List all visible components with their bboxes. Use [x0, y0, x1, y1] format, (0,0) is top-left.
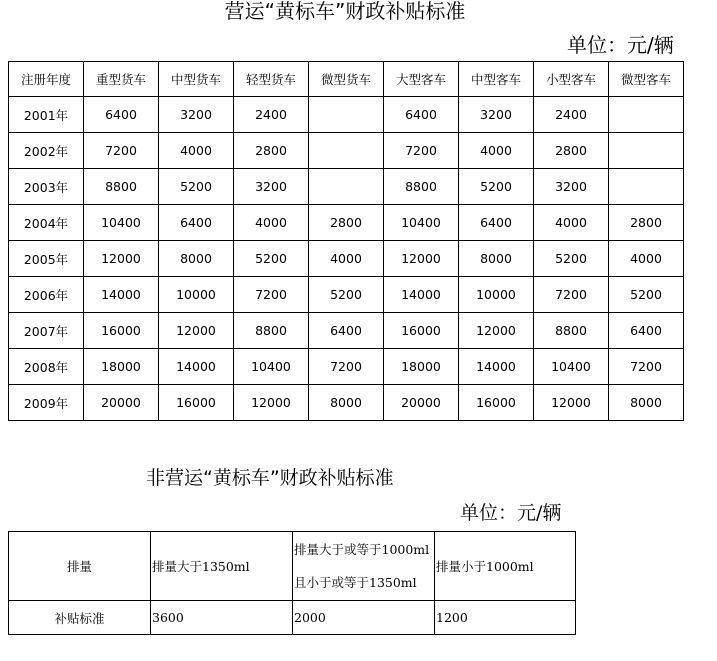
table-cell: 12000: [534, 385, 609, 421]
table-cell: [609, 133, 684, 169]
column-header: 小型客车: [534, 62, 609, 97]
table-row: [9, 133, 684, 169]
commercial-subsidy-table: [8, 61, 684, 421]
row-header-year: 2009年: [9, 385, 84, 421]
table-row: [9, 97, 684, 133]
table-cell: 14000: [159, 349, 234, 385]
table-row: [9, 601, 576, 635]
table-cell: 6400: [459, 205, 534, 241]
column-header: 注册年度: [9, 62, 84, 97]
table-cell: 10400: [534, 349, 609, 385]
table-cell: [609, 97, 684, 133]
table-cell: 8800: [84, 169, 159, 205]
table-cell: 2800: [234, 133, 309, 169]
table-cell: 2000: [293, 601, 435, 635]
table-cell: 18000: [384, 349, 459, 385]
table-row: [9, 385, 684, 421]
table-cell: 2400: [234, 97, 309, 133]
noncommercial-subsidy-table: [8, 531, 576, 635]
table-cell: 2800: [534, 133, 609, 169]
table-cell: 7200: [234, 277, 309, 313]
table-cell: 10000: [159, 277, 234, 313]
table-cell: 5200: [459, 169, 534, 205]
table-cell: [609, 169, 684, 205]
table-cell: 6400: [159, 205, 234, 241]
table-cell: 2800: [309, 205, 384, 241]
table-cell: [309, 97, 384, 133]
table-cell: 18000: [84, 349, 159, 385]
cell-line: 且小于或等于1350ml: [294, 575, 417, 590]
table-cell: 5200: [609, 277, 684, 313]
table-cell: 7200: [309, 349, 384, 385]
table-cell: 5200: [159, 169, 234, 205]
column-header: 微型货车: [309, 62, 384, 97]
table-cell: 5200: [234, 241, 309, 277]
table-cell: 10400: [234, 349, 309, 385]
table-cell: [293, 532, 435, 601]
commercial-unit-label: 单位：元/辆: [567, 33, 674, 57]
table-cell: 7200: [84, 133, 159, 169]
table-cell: 2800: [609, 205, 684, 241]
table-cell: 10400: [84, 205, 159, 241]
table-cell: 6400: [84, 97, 159, 133]
table-row: [9, 241, 684, 277]
table-cell: 12000: [234, 385, 309, 421]
table-cell: 10400: [384, 205, 459, 241]
row-header-year: 2005年: [9, 241, 84, 277]
table-cell: 14000: [459, 349, 534, 385]
table-cell: 排量大于1350ml: [151, 532, 293, 601]
row-header-year: 2008年: [9, 349, 84, 385]
table-cell: 3200: [534, 169, 609, 205]
table-cell: 14000: [384, 277, 459, 313]
table-row: [9, 532, 576, 601]
table-cell: 3200: [159, 97, 234, 133]
table-cell: 5200: [534, 241, 609, 277]
column-header: 中型货车: [159, 62, 234, 97]
table-cell: 3200: [459, 97, 534, 133]
row-header-year: 2002年: [9, 133, 84, 169]
commercial-table-title: 营运“黄标车”财政补贴标准: [224, 0, 466, 23]
table-cell: 4000: [159, 133, 234, 169]
table-cell: 16000: [459, 385, 534, 421]
column-header: 大型客车: [384, 62, 459, 97]
table-cell: 8800: [534, 313, 609, 349]
row-header-year: 2004年: [9, 205, 84, 241]
row-header-year: 2003年: [9, 169, 84, 205]
table-cell: 6400: [609, 313, 684, 349]
table-cell: 8800: [234, 313, 309, 349]
table-cell: 12000: [459, 313, 534, 349]
row-header-displacement: 排量: [9, 532, 151, 601]
noncommercial-unit-label: 单位：元/辆: [460, 502, 562, 524]
table-cell: 8000: [609, 385, 684, 421]
column-header: 轻型货车: [234, 62, 309, 97]
table-cell: 8000: [309, 385, 384, 421]
table-cell: 4000: [234, 205, 309, 241]
cell-line: 排量大于或等于1000ml: [294, 542, 430, 557]
table-cell: 4000: [309, 241, 384, 277]
table-cell: 16000: [84, 313, 159, 349]
table-cell: 14000: [84, 277, 159, 313]
table-cell: 2400: [534, 97, 609, 133]
row-header-year: 2001年: [9, 97, 84, 133]
table-cell: 10000: [459, 277, 534, 313]
table-cell: 4000: [609, 241, 684, 277]
table-cell: [309, 133, 384, 169]
table-cell: 4000: [534, 205, 609, 241]
row-header-subsidy: 补贴标准: [9, 601, 151, 635]
table-cell: 7200: [534, 277, 609, 313]
table-row: [9, 205, 684, 241]
table-cell: 12000: [384, 241, 459, 277]
table-row: [9, 277, 684, 313]
noncommercial-table-title: 非营运“黄标车”财政补贴标准: [146, 467, 394, 489]
table-cell: 4000: [459, 133, 534, 169]
table-cell: 8000: [459, 241, 534, 277]
table-cell: 3200: [234, 169, 309, 205]
table-cell: 排量小于1000ml: [435, 532, 576, 601]
column-header: 中型客车: [459, 62, 534, 97]
table-cell: 5200: [309, 277, 384, 313]
table-cell: 3600: [151, 601, 293, 635]
table-cell: [309, 169, 384, 205]
row-header-year: 2007年: [9, 313, 84, 349]
table-header-row: [9, 62, 684, 97]
table-row: [9, 349, 684, 385]
table-cell: 7200: [384, 133, 459, 169]
table-cell: 6400: [384, 97, 459, 133]
table-cell: 16000: [384, 313, 459, 349]
table-row: [9, 313, 684, 349]
table-cell: 8800: [384, 169, 459, 205]
table-cell: 20000: [84, 385, 159, 421]
table-cell: 20000: [384, 385, 459, 421]
row-header-year: 2006年: [9, 277, 84, 313]
table-cell: 12000: [159, 313, 234, 349]
table-cell: 16000: [159, 385, 234, 421]
table-cell: 12000: [84, 241, 159, 277]
table-cell: 1200: [435, 601, 576, 635]
column-header: 重型货车: [84, 62, 159, 97]
table-cell: 7200: [609, 349, 684, 385]
table-row: [9, 169, 684, 205]
table-cell: 8000: [159, 241, 234, 277]
table-cell: 6400: [309, 313, 384, 349]
column-header: 微型客车: [609, 62, 684, 97]
